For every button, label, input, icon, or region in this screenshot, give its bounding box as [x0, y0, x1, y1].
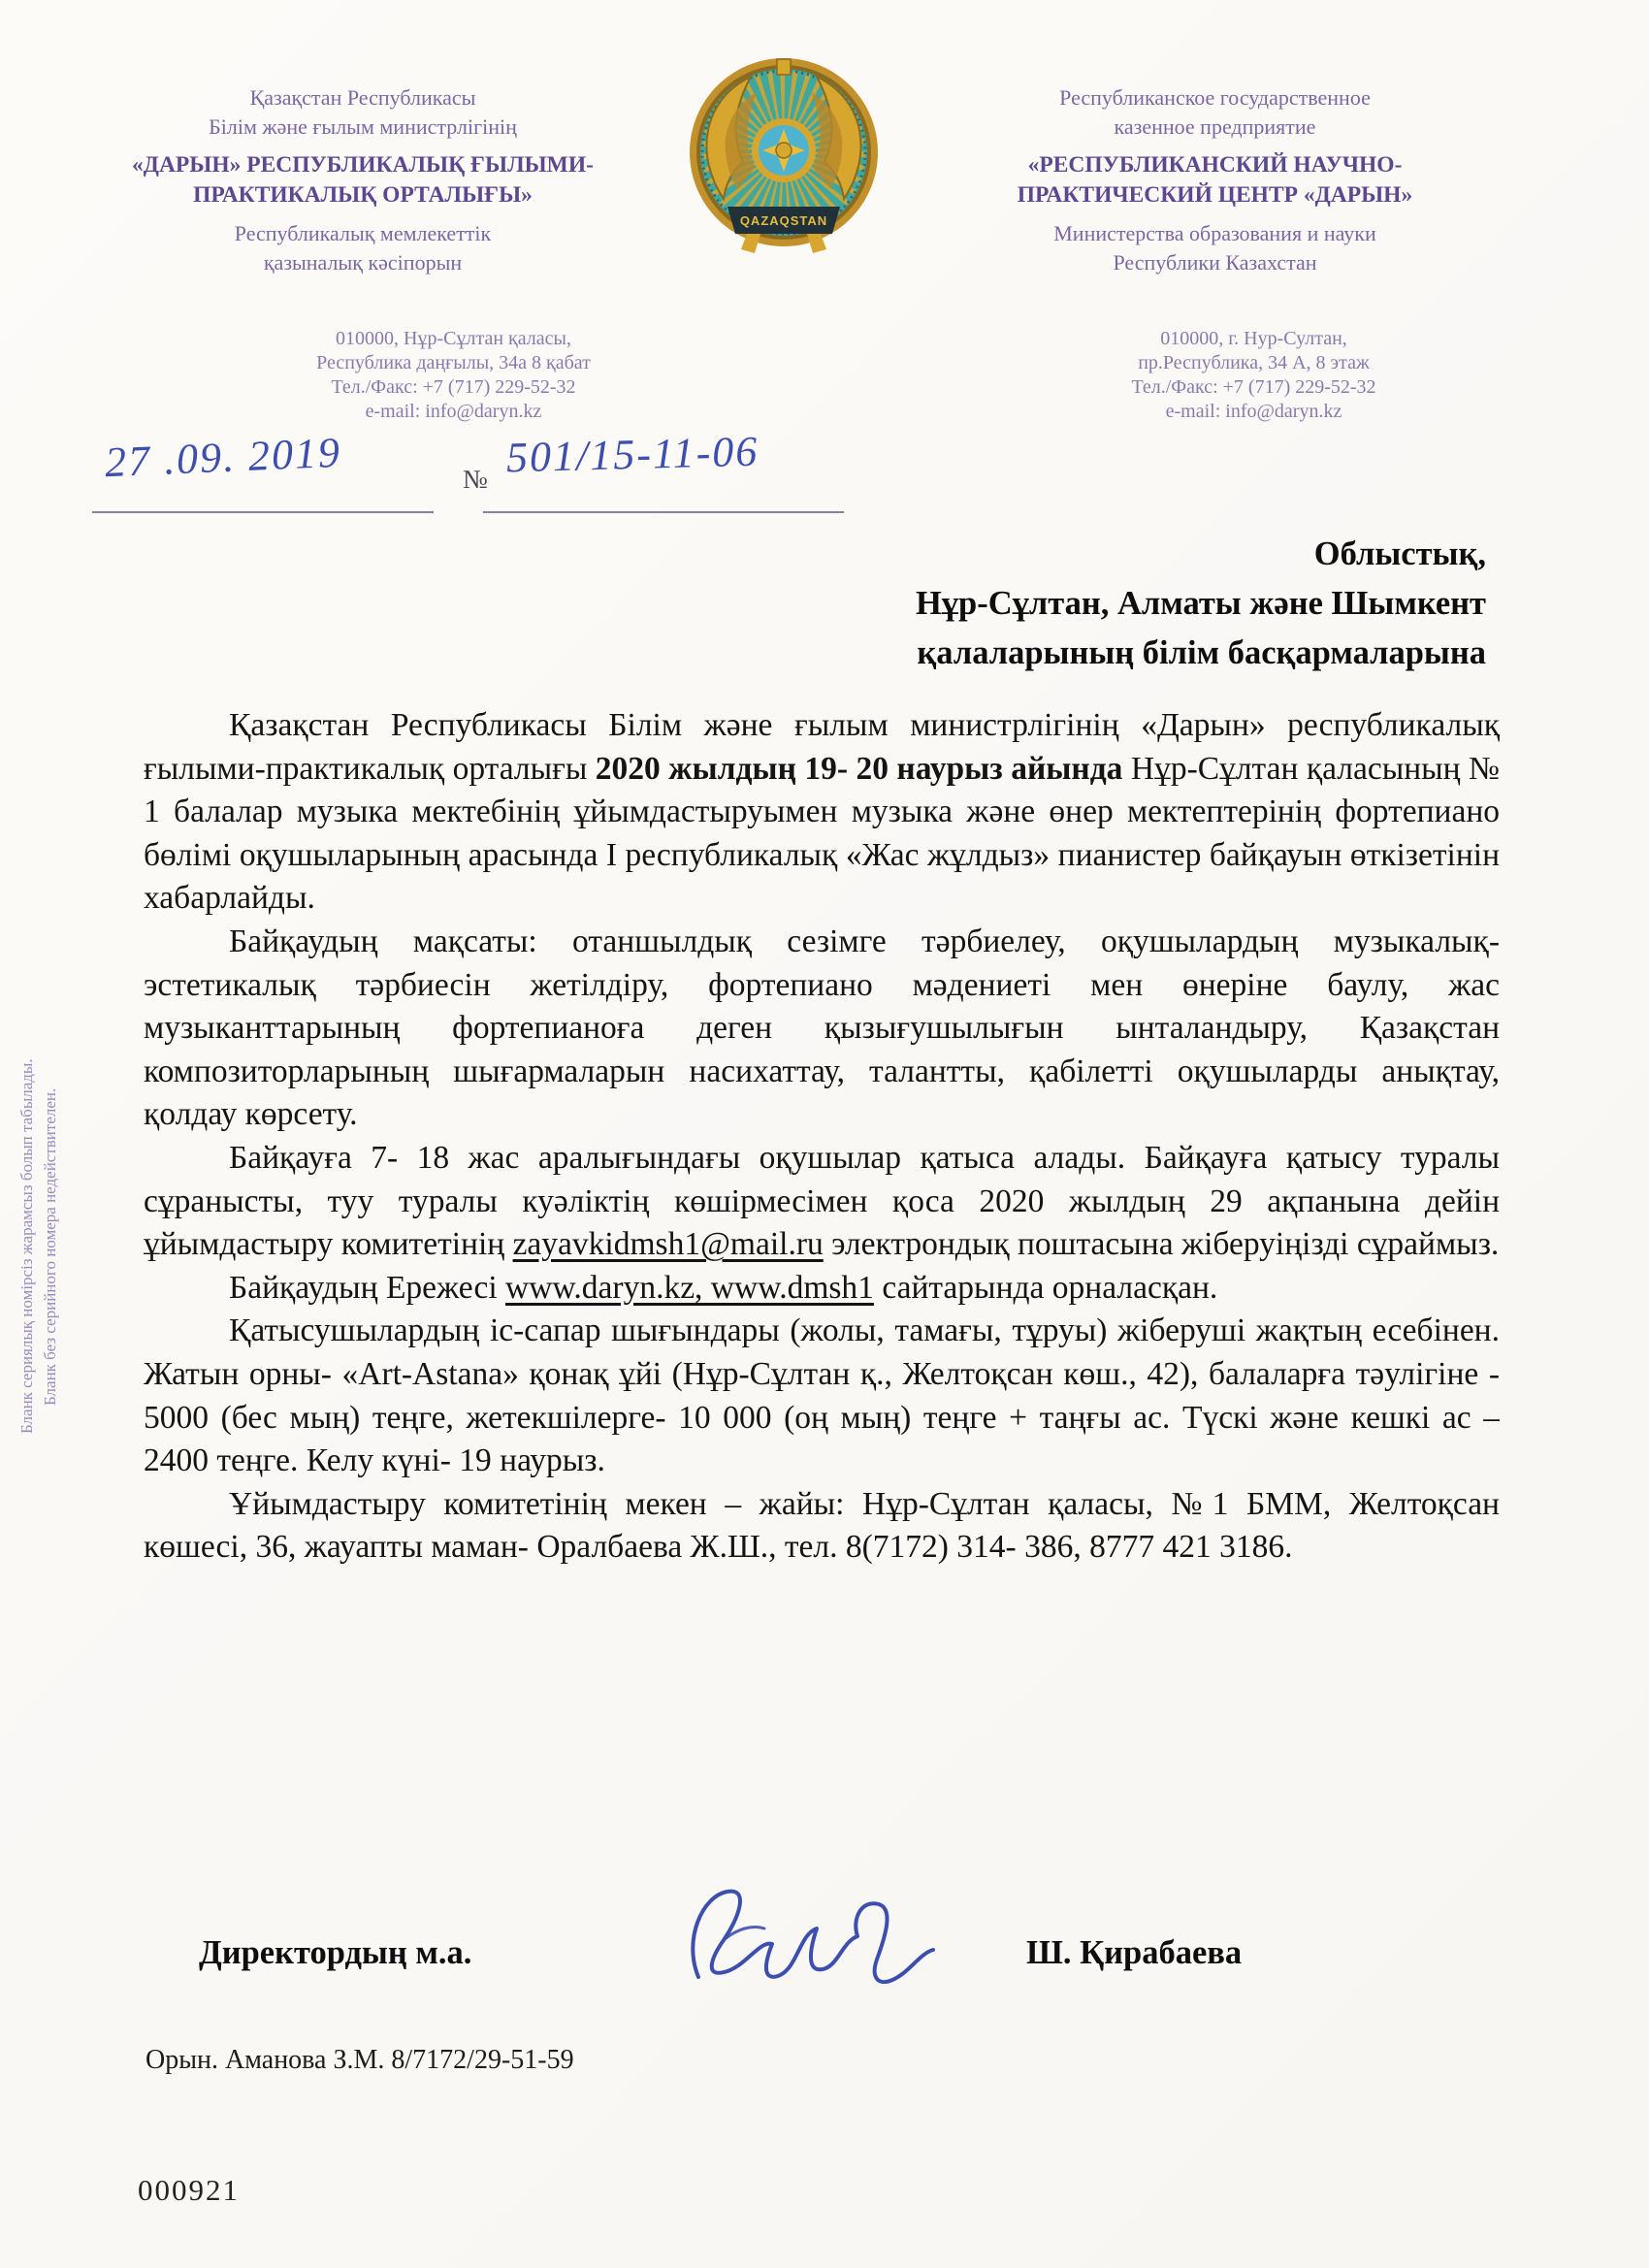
body-text-run: Қазақстан Республикасы Білім және ғылым министрлігінің «Дарын» республикалық ғылыми-практикалық орталығы	[144, 707, 1500, 787]
addressee-block	[691, 530, 1486, 678]
paragraph-goal	[144, 921, 1500, 1137]
address-line: e-mail: info@daryn.kz	[365, 401, 542, 422]
address-block-russian	[989, 327, 1518, 424]
body-text-run: Байқаудың Ережесі	[229, 1269, 506, 1306]
address-line: Тел./Факс: +7 (717) 229-52-32	[1131, 376, 1376, 398]
body-text-run: Байқауға 7- 18 жас аралығындағы оқушылар қатыса алады. Байқауға қатысу туралы сұранысты, туу туралы куәліктің көшірмесімен қоса 2020 жылдың 29 ақпанына дейін ұйымдастыру комитетінің	[144, 1139, 1500, 1263]
paragraph-expenses	[144, 1310, 1500, 1482]
number-underline	[483, 511, 844, 513]
address-line: пр.Республика, 34 А, 8 этаж	[1138, 352, 1370, 373]
kazakhstan-coat-of-arms-icon	[687, 53, 881, 272]
body-text-run: Ұйымдастыру комитетінің мекен – жайы: Нұр-Сұлтан қаласы, №1 БММ, Желтоқсан көшесі, 36, жауапты маман- Оралбаева Ж.Ш., тел. 8(7172) 314- 386, 8777 421 3186.	[144, 1485, 1500, 1566]
body-text-run: Байқаудың мақсаты: отаншылдық сезімге тәрбиелеу, оқушылардың музыкалық-эстетикалық тәрбиесін жетілдіру, фортепиано мәдениеті мен өнеріне баулу, жас музыканттарының фортепианоға деген қызығушылығын ынталандыру, Қазақстан композиторларының шығармаларын насихаттау, талантты, қабілетті оқушыларды анықтау, қолдау көрсету.	[144, 923, 1500, 1133]
handwritten-signature	[669, 1880, 960, 2011]
addressee-line: Нұр-Сұлтан, Алматы және Шымкент	[915, 585, 1486, 622]
addressee-line: Облыстық,	[1313, 535, 1486, 572]
address-line: Тел./Факс: +7 (717) 229-52-32	[331, 376, 576, 398]
address-line: 010000, г. Нур-Султан,	[1160, 328, 1347, 349]
handwritten-number: 501/15-11-06	[505, 427, 760, 482]
addressee-line: қалаларының білім басқармаларына	[917, 634, 1486, 671]
org-name-bold: ПРАКТИКАЛЫҚ ОРТАЛЫҒЫ»	[193, 182, 533, 208]
blank-validity-side-note	[16, 854, 62, 1639]
org-line: қазыналық кәсіпорын	[263, 250, 463, 275]
handwritten-date: 27 .09. 2019	[104, 428, 342, 487]
org-line: Қазақстан Республикасы	[249, 85, 476, 110]
org-line: Білім және ғылым министрлігінің	[209, 114, 517, 139]
org-name-bold: «ДАРЫН» РЕСПУБЛИКАЛЫҚ ҒЫЛЫМИ-	[132, 152, 594, 178]
paragraph-rules	[144, 1267, 1500, 1311]
date-underline	[92, 511, 434, 513]
paragraph-contacts	[144, 1483, 1500, 1570]
org-name-bold: «РЕСПУБЛИКАНСКИЙ НАУЧНО-	[1027, 152, 1403, 178]
org-line: Республикалық мемлекеттік	[234, 221, 492, 245]
email-link: zayavkidmsh1@mail.ru	[512, 1226, 824, 1263]
address-line: e-mail: info@daryn.kz	[1165, 401, 1342, 422]
address-line: Республика даңғылы, 34а 8 қабат	[316, 352, 591, 373]
paragraph-application	[144, 1137, 1500, 1267]
address-block-kazakh	[179, 327, 728, 424]
executor-contact: Орын. Аманова З.М. 8/7172/29-51-59	[146, 2045, 574, 2075]
form-serial-number: 000921	[138, 2173, 240, 2207]
body-bold-dates: 2020 жылдың 19- 20 наурыз айында	[595, 750, 1123, 787]
org-line: Министерства образования и науки	[1053, 221, 1376, 245]
signer-name: Ш. Қирабаева	[1026, 1934, 1243, 1971]
body-text-run: Қатысушылардың іс-сапар шығындары (жолы, тамағы, тұруы) жіберуші жақтың есебінен. Жатын орны- «Art-Astana» қонақ ұйі (Нұр-Сұлтан қ., Желтоқсан көш., 42), балаларға тәулігіне - 5000 (бес мың) теңге, жетекшілерге- 10 000 (оң мың) теңге + таңғы ас. Түскі және кешкі ас – 2400 теңге. Келу күні- 19 наурыз.	[144, 1312, 1500, 1479]
org-line: Республики Казахстан	[1113, 250, 1317, 275]
header-org-russian	[931, 83, 1499, 277]
org-line: казенное предприятие	[1114, 114, 1316, 139]
side-note-russian: Бланк без серийного номера недействителен.	[41, 1087, 59, 1406]
org-name-bold: ПРАКТИЧЕСКИЙ ЦЕНТР «ДАРЫН»	[1017, 182, 1413, 208]
body-text-run: сайтарында орналасқан.	[873, 1269, 1218, 1306]
body-text-run: электрондық поштасына жіберуіңізді сұраймыз.	[823, 1226, 1500, 1263]
number-label: №	[463, 465, 488, 494]
org-line: Республиканское государственное	[1059, 85, 1371, 110]
side-note-kazakh: Бланк сериялық номірсіз жарамсыз болып табылады.	[17, 1058, 36, 1435]
signer-title: Директордың м.а.	[199, 1934, 472, 1971]
body-text-run: Нұр-Сұлтан қаласының № 1 балалар музыка мектебінің ұйымдастыруымен музыка және өнер мектептерінің фортепиано бөлімі оқушыларының арасында I республикалық «Жас жұлдыз» пианистер байқауын өткізетінін хабарлайды.	[144, 750, 1500, 917]
address-line: 010000, Нұр-Сұлтан қаласы,	[336, 328, 571, 349]
header-org-kazakh	[114, 83, 611, 277]
emblem-banner-text: QAZAQSTAN	[739, 213, 828, 228]
website-links: www.daryn.kz, www.dmsh1	[505, 1269, 874, 1306]
letter-body	[144, 704, 1500, 1854]
paragraph-announcement	[144, 704, 1500, 921]
